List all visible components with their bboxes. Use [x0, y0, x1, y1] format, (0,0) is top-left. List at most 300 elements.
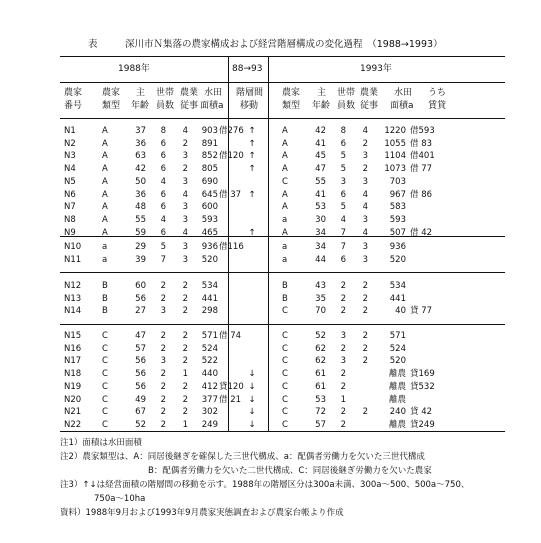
cell-work: 3 [182, 254, 188, 265]
cell-gen2: 2 [340, 407, 346, 418]
cell-area: 249 [201, 419, 218, 430]
cell-gen: 6 [160, 227, 166, 238]
cell-type: A [102, 227, 108, 238]
cell-lease2: 貸532 [410, 381, 435, 392]
cell-id: N4 [64, 164, 76, 175]
header-gen-1: 世帯 [156, 88, 175, 98]
cell-id: N22 [64, 419, 82, 430]
cell-gen2: 6 [340, 138, 346, 149]
cell-lease2: 貸 77 [410, 306, 433, 317]
cell-work: 2 [182, 164, 188, 175]
header-area2-2: 面積a [390, 101, 414, 111]
cell-lease: 借 37 [219, 189, 242, 200]
cell-area: 903 [201, 126, 218, 136]
cell-area: 302 [201, 407, 218, 418]
header-area-1: 水田 [204, 88, 223, 98]
cell-gen2: 2 [340, 281, 346, 291]
cell-area2: 1104 [384, 151, 406, 162]
cell-age2: 61 [315, 381, 326, 392]
cell-area2: 240 [389, 407, 406, 418]
cell-work: 4 [182, 227, 188, 238]
cell-work: 1 [182, 369, 188, 380]
cell-move: ↓ [248, 394, 256, 405]
cell-type: C [102, 407, 108, 418]
cell-age: 36 [135, 189, 146, 200]
cell-type: A [102, 189, 108, 200]
cell-area: 645 [201, 189, 218, 200]
cell-work2: 3 [362, 214, 368, 225]
cell-age2: 53 [315, 394, 326, 405]
cell-type: A [102, 151, 108, 162]
cell-age2: 45 [315, 151, 326, 162]
cell-age2: 30 [315, 214, 326, 225]
note-3: 注3）↑↓は経営面積の階層間の移動を示す。1988年の階層区分は300a未満、300a～500、500a～750、 [60, 480, 470, 490]
cell-area2: 離農 [388, 369, 406, 380]
header-age-2: 年齢 [131, 101, 150, 111]
cell-gen: 2 [160, 381, 166, 392]
cell-age2: 41 [315, 189, 326, 200]
cell-work2: 4 [362, 202, 368, 213]
cell-work: 4 [182, 126, 188, 136]
cell-age: 29 [135, 242, 146, 252]
note-2: 注2）農家類型は、A：同居後継ぎを確保した三世代構成、a：配偶者労働力を欠いた三世代構成 [60, 452, 425, 462]
cell-lease: 借276 [219, 126, 244, 136]
cell-area2: 441 [389, 293, 406, 304]
cell-age: 49 [135, 394, 146, 405]
header-mid-rule [60, 82, 505, 83]
cell-work: 2 [182, 306, 188, 317]
cell-gen: 6 [160, 151, 166, 162]
cell-move: ↑ [248, 189, 256, 200]
cell-type2: A [282, 138, 288, 149]
cell-age: 56 [135, 369, 146, 380]
cell-type2: C [282, 331, 288, 341]
cell-id: N14 [64, 306, 82, 317]
cell-type: C [102, 343, 108, 354]
cell-move: ↓ [248, 369, 256, 380]
cell-lease2: 借 42 [410, 227, 433, 238]
header-farm-no-1: 農家 [64, 88, 83, 98]
cell-age2: 44 [315, 254, 326, 265]
cell-area2: 1220 [384, 126, 406, 136]
cell-gen: 2 [160, 343, 166, 354]
cell-type2: C [282, 343, 288, 354]
cell-gen: 2 [160, 281, 166, 291]
cell-area: 534 [201, 281, 218, 291]
cell-gen2: 2 [340, 381, 346, 392]
cell-id: N12 [64, 281, 82, 291]
header-move-2: 移動 [240, 101, 259, 111]
header-work2-2: 従事 [360, 101, 379, 111]
header-farm-no-2: 番号 [64, 101, 83, 111]
cell-type: C [102, 394, 108, 405]
cell-area2: 583 [389, 202, 406, 213]
header-type-1: 農家 [102, 88, 121, 98]
cell-gen2: 1 [340, 394, 346, 405]
cell-area2: 離農 [388, 394, 406, 405]
cell-area2: 703 [389, 176, 406, 187]
cell-work2: 3 [362, 151, 368, 162]
cell-lease: 借 74 [219, 331, 242, 341]
cell-age: 27 [135, 306, 146, 317]
cell-type2: C [282, 306, 288, 317]
cell-id: N13 [64, 293, 82, 304]
cell-gen2: 5 [340, 151, 346, 162]
cell-gen2: 2 [340, 343, 346, 354]
cell-work: 3 [182, 242, 188, 252]
group-rule-3 [60, 324, 505, 325]
cell-work2: 2 [362, 306, 368, 317]
cell-type2: B [282, 281, 288, 291]
cell-lease2: 貸249 [410, 419, 435, 430]
cell-age2: 47 [315, 164, 326, 175]
cell-age: 48 [135, 202, 146, 213]
cell-type: a [102, 254, 108, 265]
cell-gen: 4 [160, 176, 166, 187]
cell-work: 2 [182, 293, 188, 304]
cell-type2: C [282, 176, 288, 187]
cell-gen: 6 [160, 202, 166, 213]
cell-gen2: 2 [340, 419, 346, 430]
cell-gen2: 2 [340, 306, 346, 317]
cell-age2: 61 [315, 369, 326, 380]
cell-type: C [102, 331, 108, 341]
header-work2-1: 農業 [360, 88, 379, 98]
cell-work2: 2 [362, 407, 368, 418]
cell-type2: C [282, 419, 288, 430]
cell-gen2: 6 [340, 189, 346, 200]
cell-area: 852 [201, 151, 218, 162]
cell-area: 936 [201, 242, 218, 252]
cell-type2: A [282, 227, 288, 238]
note-2-cont: B：配偶者労働力を欠いた二世代構成、C：同居後継ぎ労働力を欠いた農家 [148, 466, 432, 476]
cell-type: C [102, 356, 108, 367]
cell-gen: 6 [160, 189, 166, 200]
cell-age: 59 [135, 227, 146, 238]
header-lease2-2: 賃貸 [428, 101, 447, 111]
cell-type2: A [282, 151, 288, 162]
cell-area: 891 [201, 138, 218, 149]
cell-type: A [102, 214, 108, 225]
cell-gen2: 6 [340, 254, 346, 265]
separator-change-1993 [268, 56, 269, 431]
cell-type2: C [282, 369, 288, 380]
header-gen2-1: 世帯 [337, 88, 356, 98]
cell-area2: 1055 [384, 138, 406, 149]
cell-lease2: 借401 [410, 151, 435, 162]
cell-work: 2 [182, 343, 188, 354]
note-3-cont: 750a～10ha [94, 494, 146, 504]
cell-gen2: 2 [340, 369, 346, 380]
cell-work: 2 [182, 331, 188, 341]
header-age-1: 主 [136, 88, 146, 98]
cell-area: 600 [201, 202, 218, 213]
cell-gen2: 7 [340, 227, 346, 238]
cell-gen: 2 [160, 331, 166, 341]
cell-move: ↑ [248, 164, 256, 175]
cell-age: 55 [135, 214, 146, 225]
cell-id: N15 [64, 331, 82, 341]
cell-work: 2 [182, 407, 188, 418]
cell-area2: 534 [389, 281, 406, 291]
cell-age: 39 [135, 254, 146, 265]
cell-id: N10 [64, 242, 82, 252]
cell-type: a [102, 242, 108, 252]
cell-area: 377 [201, 394, 218, 405]
cell-type2: C [282, 407, 288, 418]
cell-type: A [102, 202, 108, 213]
cell-gen: 3 [160, 356, 166, 367]
cell-gen: 2 [160, 293, 166, 304]
cell-gen: 8 [160, 126, 166, 136]
cell-work: 3 [182, 176, 188, 187]
cell-age: 42 [135, 164, 146, 175]
cell-work2: 2 [362, 331, 368, 341]
cell-area2: 離農 [388, 381, 406, 392]
cell-gen: 2 [160, 419, 166, 430]
cell-id: N9 [64, 227, 76, 238]
cell-area2: 593 [389, 214, 406, 225]
cell-work: 2 [182, 356, 188, 367]
cell-gen: 2 [160, 394, 166, 405]
cell-move: ↑ [248, 138, 256, 149]
header-change: 88→93 [232, 64, 263, 74]
cell-age: 36 [135, 138, 146, 149]
cell-lease2: 借 83 [410, 138, 433, 149]
header-move-1: 階層間 [236, 88, 264, 98]
cell-area2: 936 [389, 242, 406, 252]
cell-gen: 4 [160, 214, 166, 225]
cell-area2: 507 [389, 227, 406, 238]
cell-area2: 40 [395, 306, 406, 317]
table-bottom-rule [60, 431, 505, 432]
cell-area: 298 [201, 306, 218, 317]
cell-id: N7 [64, 202, 76, 213]
cell-gen2: 8 [340, 126, 346, 136]
cell-area: 524 [201, 343, 218, 354]
cell-area: 412 [201, 381, 218, 392]
cell-type2: C [282, 356, 288, 367]
cell-area2: 520 [389, 254, 406, 265]
cell-work2: 2 [362, 138, 368, 149]
cell-type: C [102, 381, 108, 392]
cell-work2: 3 [362, 176, 368, 187]
cell-gen2: 3 [340, 331, 346, 341]
cell-type: B [102, 293, 108, 304]
header-area2-1: 水田 [394, 88, 413, 98]
cell-type2: C [282, 381, 288, 392]
cell-age2: 43 [315, 281, 326, 291]
cell-id: N18 [64, 369, 82, 380]
note-1: 注1）面積は水田面積 [60, 438, 142, 448]
cell-id: N2 [64, 138, 76, 149]
cell-area: 440 [201, 369, 218, 380]
cell-age2: 62 [315, 356, 326, 367]
cell-area: 520 [201, 254, 218, 265]
cell-id: N21 [64, 407, 82, 418]
cell-lease: 借116 [219, 242, 244, 252]
group-rule-2 [60, 272, 505, 273]
cell-gen: 7 [160, 254, 166, 265]
cell-age2: 57 [315, 419, 326, 430]
header-work-1: 農業 [180, 88, 199, 98]
cell-gen: 3 [160, 306, 166, 317]
cell-lease2: 借593 [410, 126, 435, 136]
cell-gen2: 3 [340, 356, 346, 367]
cell-age2: 70 [315, 306, 326, 317]
cell-age: 60 [135, 281, 146, 291]
cell-id: N17 [64, 356, 82, 367]
cell-id: N1 [64, 126, 76, 136]
header-year-1993: 1993年 [360, 64, 392, 74]
cell-type2: a [282, 254, 288, 265]
cell-move: ↑ [248, 151, 256, 162]
cell-area: 805 [201, 164, 218, 175]
cell-id: N11 [64, 254, 82, 265]
cell-area: 522 [201, 356, 218, 367]
cell-type: A [102, 138, 108, 149]
cell-area2: 520 [389, 356, 406, 367]
cell-area2: 離農 [388, 419, 406, 430]
cell-gen2: 5 [340, 164, 346, 175]
cell-age: 56 [135, 381, 146, 392]
cell-id: N6 [64, 189, 76, 200]
cell-age: 52 [135, 419, 146, 430]
cell-id: N20 [64, 394, 82, 405]
cell-lease: 借 21 [219, 394, 242, 405]
cell-type: A [102, 164, 108, 175]
cell-area: 571 [201, 331, 218, 341]
cell-gen: 2 [160, 369, 166, 380]
cell-type: B [102, 281, 108, 291]
cell-type2: A [282, 126, 288, 136]
cell-age: 37 [135, 126, 146, 136]
cell-age2: 41 [315, 138, 326, 149]
cell-work2: 4 [362, 189, 368, 200]
cell-work: 2 [182, 381, 188, 392]
header-type2-1: 農家 [282, 88, 301, 98]
cell-gen: 5 [160, 242, 166, 252]
cell-area: 593 [201, 214, 218, 225]
cell-work: 1 [182, 419, 188, 430]
cell-move: ↑ [248, 227, 256, 238]
cell-type2: a [282, 242, 288, 252]
table-top-rule [60, 56, 505, 57]
cell-gen2: 7 [340, 242, 346, 252]
cell-type2: A [282, 164, 288, 175]
cell-age2: 42 [315, 126, 326, 136]
cell-id: N8 [64, 214, 76, 225]
header-bottom-rule [60, 118, 505, 119]
cell-age2: 34 [315, 242, 326, 252]
cell-work2: 3 [362, 254, 368, 265]
cell-age: 63 [135, 151, 146, 162]
cell-type2: C [282, 394, 288, 405]
cell-type2: B [282, 293, 288, 304]
source-note: 資料）1988年9月および1993年9月農家実態調査および農家台帳より作成 [60, 508, 344, 518]
cell-age2: 52 [315, 331, 326, 341]
cell-gen2: 2 [340, 293, 346, 304]
cell-gen: 2 [160, 407, 166, 418]
cell-lease: 借120 [219, 151, 244, 162]
cell-lease2: 貸 42 [410, 407, 433, 418]
cell-lease2: 借 86 [410, 189, 433, 200]
cell-area: 465 [201, 227, 218, 238]
cell-lease: 貸120 [219, 381, 244, 392]
cell-area2: 967 [389, 189, 406, 200]
header-area-2: 面積a [200, 101, 224, 111]
header-lease2-1: うち [428, 88, 447, 98]
cell-type: A [102, 176, 108, 187]
header-year-1988: 1988年 [118, 64, 150, 74]
cell-work: 2 [182, 394, 188, 405]
cell-area2: 524 [389, 343, 406, 354]
cell-area2: 571 [389, 331, 406, 341]
cell-work: 2 [182, 138, 188, 149]
cell-type2: A [282, 202, 288, 213]
header-type2-2: 類型 [282, 101, 301, 111]
cell-work: 3 [182, 214, 188, 225]
cell-id: N16 [64, 343, 82, 354]
header-type-2: 類型 [102, 101, 121, 111]
cell-type: B [102, 306, 108, 317]
cell-age: 57 [135, 343, 146, 354]
cell-id: N3 [64, 151, 76, 162]
cell-type: A [102, 126, 108, 136]
cell-work2: 4 [362, 227, 368, 238]
cell-move: ↓ [248, 381, 256, 392]
cell-work2: 4 [362, 126, 368, 136]
cell-lease2: 借 77 [410, 164, 433, 175]
cell-work2: 2 [362, 293, 368, 304]
cell-work2: 3 [362, 242, 368, 252]
cell-move: ↓ [248, 407, 256, 418]
cell-lease2: 貸169 [410, 369, 435, 380]
cell-work: 3 [182, 151, 188, 162]
table-label: 表 [88, 39, 98, 50]
cell-age: 50 [135, 176, 146, 187]
cell-age2: 55 [315, 176, 326, 187]
header-work-2: 従事 [180, 101, 199, 111]
cell-gen2: 5 [340, 202, 346, 213]
cell-work2: 2 [362, 281, 368, 291]
cell-move: ↑ [248, 126, 256, 136]
cell-gen2: 3 [340, 176, 346, 187]
header-gen-2: 員数 [156, 101, 175, 111]
header-gen2-2: 員数 [337, 101, 356, 111]
cell-gen: 6 [160, 138, 166, 149]
cell-age2: 72 [315, 407, 326, 418]
header-age2-1: 主 [317, 88, 327, 98]
cell-age: 56 [135, 293, 146, 304]
header-age2-2: 年齢 [312, 101, 331, 111]
cell-area: 690 [201, 176, 218, 187]
cell-age2: 34 [315, 227, 326, 238]
cell-gen2: 4 [340, 214, 346, 225]
cell-age: 67 [135, 407, 146, 418]
cell-area: 441 [201, 293, 218, 304]
cell-age2: 53 [315, 202, 326, 213]
cell-age2: 62 [315, 343, 326, 354]
cell-work2: 2 [362, 343, 368, 354]
cell-type2: A [282, 189, 288, 200]
cell-type: C [102, 419, 108, 430]
cell-move: ↓ [248, 419, 256, 430]
cell-id: N19 [64, 381, 82, 392]
cell-work: 4 [182, 189, 188, 200]
cell-work: 3 [182, 202, 188, 213]
table-title: 深川市Ｎ集落の農家構成および経営階層構成の変化過程 （1988→1993） [125, 39, 443, 50]
